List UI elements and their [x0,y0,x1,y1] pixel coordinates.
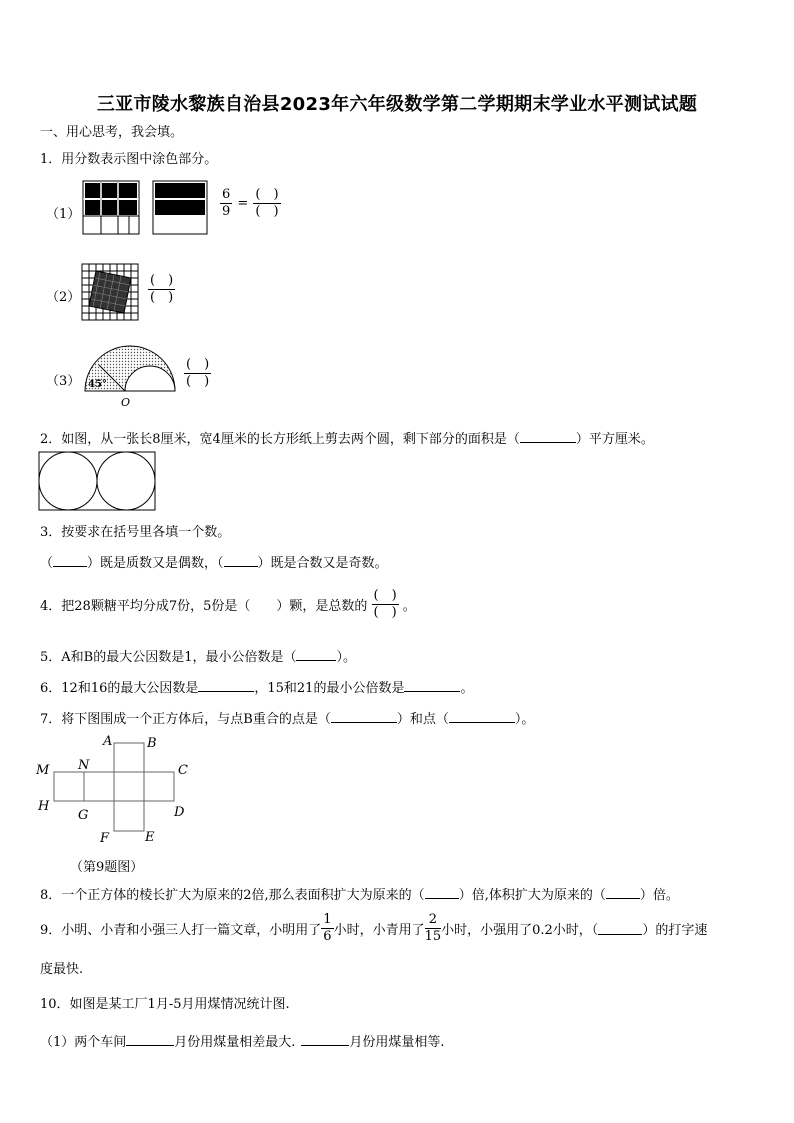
vertex-label-g: G [78,808,89,823]
q1-sector-figure [82,345,180,409]
question-8-text [40,884,679,903]
vertex-label-n: N [78,758,90,773]
vertex-label-f: F [100,831,110,846]
vertex-label-d: D [174,805,185,820]
fraction-numerator: 1 [323,912,332,927]
q7-answer-blank-2[interactable] [449,710,515,723]
question-4-text [40,588,416,621]
answer-numerator[interactable]: ( ) [373,588,397,603]
vertex-label-h: H [38,799,50,814]
q10-answer-blank-2[interactable] [301,1033,349,1046]
q1-part3-label: （3） [46,374,81,389]
question-7-text [40,708,534,727]
q6-text-b: ，15和21的最小公倍数是 [254,681,405,696]
q9-text-continued: 度最快. [40,962,84,977]
question-1-text: 1．用分数表示图中涂色部分。 [40,152,218,167]
question-6-text [40,677,473,696]
q9-text-d: ）的打字速 [642,923,708,938]
q5-text-b: ）。 [336,650,356,665]
question-5-text [40,646,356,665]
q1-part2-answer [148,273,175,306]
q5-answer-blank[interactable] [296,648,336,661]
q4-text-b: 。 [402,599,416,614]
q9-answer-blank[interactable] [598,922,642,935]
q3-answer-blank-1[interactable] [53,554,87,567]
q5-text-a: 5．A和B的最大公因数是1，最小公倍数是（ [40,650,297,665]
fraction-denominator: 9 [222,204,231,219]
q8-text-b: ）倍,体积扩大为原来的（ [458,888,606,903]
q9-text-a: 9．小明、小青和小强三人打一篇文章，小明用了 [40,923,322,938]
q3-text-c: ）既是合数又是奇数。 [257,556,388,571]
question-3-blanks [40,552,388,571]
fraction-denominator: 6 [323,929,332,944]
q6-answer-blank-2[interactable] [404,679,460,692]
q1-part2-label: （2） [46,290,81,305]
angle-label: 45° [88,379,107,390]
vertex-label-m: M [36,763,50,778]
q8-text-c: ）倍。 [639,888,679,903]
q2-rectangle-circles-figure [38,451,158,513]
vertex-label-c: C [178,763,188,778]
q1-grid-figure-a [82,180,142,236]
q7-answer-blank-1[interactable] [331,710,397,723]
answer-denominator[interactable]: ( ) [255,204,279,219]
q1-part1-label: （1） [46,207,81,222]
q8-answer-blank-2[interactable] [606,886,640,899]
question-2-text [40,428,654,447]
q2-text-part-a: 2．如图，从一张长8厘米，宽4厘米的长方形纸上剪去两个圆，剩下部分的面积是（ [40,432,520,447]
page-title: 三亚市陵水黎族自治县2023年六年级数学第二学期期末学业水平测试试题 [96,94,698,115]
q7-text-c: ）。 [514,712,535,727]
q1-part3-answer [184,357,211,390]
answer-denominator[interactable]: ( ) [186,374,210,389]
fraction-denominator: 15 [424,929,442,944]
q9-text-b: 小时，小青用了 [333,923,425,938]
equals-sign: = [237,196,249,211]
q10-answer-blank-1[interactable] [126,1033,174,1046]
question-9-text [40,912,707,945]
q7-cube-net-figure [34,733,198,847]
q8-text-a: 8．一个正方体的棱长扩大为原来的2倍,那么表面积扩大为原来的（ [40,888,425,903]
vertex-label-b: B [147,736,157,751]
answer-numerator[interactable]: ( ) [255,187,279,202]
q2-text-part-b: ）平方厘米。 [575,432,654,447]
q2-answer-blank[interactable] [520,430,576,443]
q6-text-c: 。 [460,681,474,696]
q8-answer-blank-1[interactable] [425,886,459,899]
fraction-numerator: 2 [425,912,442,929]
q1-part1-equation [220,187,281,220]
q7-text-b: ）和点（ [396,712,449,727]
center-point-label: O [121,396,131,409]
answer-numerator[interactable]: ( ) [150,273,174,288]
q10-sub1-text-a: （1）两个车间 [40,1035,127,1050]
answer-denominator[interactable]: ( ) [150,290,174,305]
q6-answer-blank-1[interactable] [198,679,254,692]
q10-sub1-text-b: 月份用煤量相差最大. [174,1035,296,1050]
section-heading: 一、用心思考，我会填。 [40,125,184,140]
q7-text-a: 7．将下图围成一个正方体后，与点B重合的点是（ [40,712,331,727]
q3-answer-blank-2[interactable] [224,554,258,567]
vertex-label-a: A [103,734,113,749]
q3-text-b: ）既是质数又是偶数，（ [87,556,224,571]
q3-text-a: （ [40,556,54,571]
q7-figure-caption: （第9题图） [70,860,144,875]
q10-sub1-text-c: 月份用煤量相等. [349,1035,445,1050]
question-10-sub1 [40,1031,445,1050]
q1-grid-figure-b [152,180,210,236]
answer-denominator[interactable]: ( ) [373,605,397,620]
fraction-numerator: 6 [222,187,231,202]
q9-text-c: 小时，小强用了0.2小时，（ [441,923,599,938]
q6-text-a: 6．12和16的最大公因数是 [40,681,199,696]
vertex-label-e: E [145,830,155,845]
q4-text-a: 4．把28颗糖平均分成7份，5份是（ ）颗，是总数的 [40,599,368,614]
q1-tilted-square-figure [80,262,142,324]
answer-numerator[interactable]: ( ) [186,357,210,372]
question-3-text: 3．按要求在括号里各填一个数。 [40,525,231,540]
question-10-text: 10．如图是某工厂1月-5月用煤情况统计图. [40,997,290,1012]
